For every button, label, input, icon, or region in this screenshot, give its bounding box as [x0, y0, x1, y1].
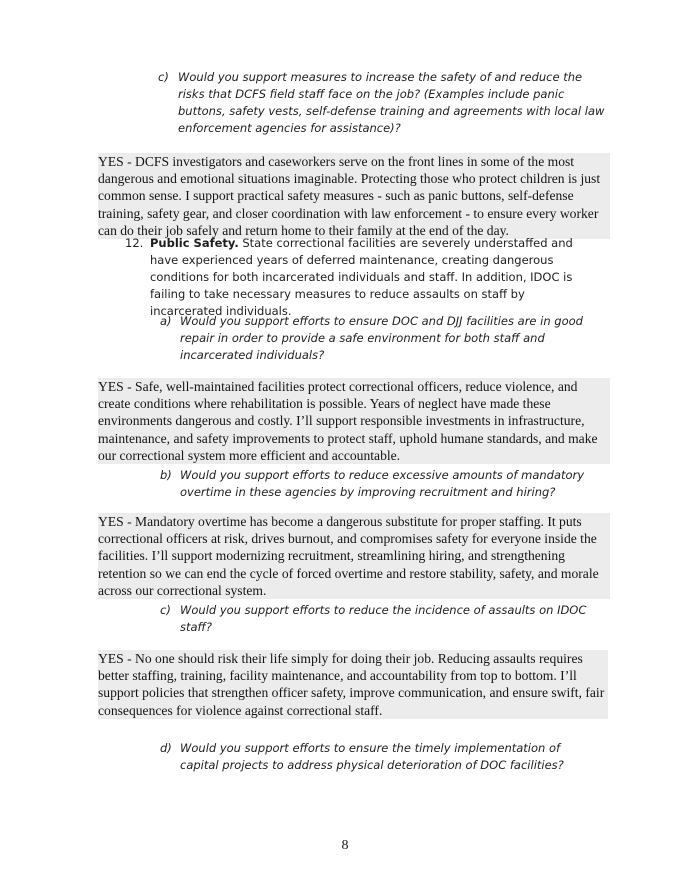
page-number: 8 — [341, 838, 349, 853]
question-text: Would you support efforts to reduce the incidence of assaults on IDOC staff? — [180, 603, 587, 634]
section-title: Public Safety. — [150, 236, 239, 250]
question-12a — [160, 313, 605, 364]
section-number: 12. — [125, 236, 144, 250]
question-12d — [160, 740, 575, 774]
question-label: c) — [160, 603, 171, 617]
section-12-public-safety — [125, 235, 590, 320]
question-label: d) — [160, 741, 172, 755]
question-label: a) — [160, 314, 172, 328]
question-text: Would you support efforts to reduce excessive amounts of mandatory overtime in these agencies by improving recruitment and hiring? — [180, 468, 585, 499]
question-text: Would you support efforts to ensure DOC and DJJ facilities are in good repair in order to provide a safe environment for both staff and incarcerated individuals? — [180, 314, 583, 362]
question-label: b) — [160, 468, 172, 482]
question-text: Would you support efforts to ensure the timely implementation of capital projects to address physical deterioration of DOC facilities? — [180, 741, 564, 772]
question-12c — [160, 602, 610, 636]
answer-12c: YES - No one should risk their life simply for doing their job. Reducing assaults requires better staffing, training, facility maintenance, and accountability from top to bottom. I’ll support policies that strengthen officer safety, improve communication, and ensure swift, fair consequences for violence against correctional staff. — [98, 650, 608, 719]
question-label: c) — [158, 70, 169, 84]
answer-12b: YES - Mandatory overtime has become a dangerous substitute for proper staffing. It puts correctional officers at risk, drives burnout, and compromises safety for everyone inside the facilities. I’ll support modernizing recruitment, streamlining hiring, and strengthening retention so we can end the cycle of forced overtime and restore stability, safety, and morale across our correctional system. — [98, 513, 610, 599]
question-text: Would you support measures to increase the safety of and reduce the risks that DCFS field staff face on the job? (Examples include panic buttons, safety vests, self-defense training and agreements with local law enforcement agencies for assistance)? — [178, 70, 605, 135]
answer-12a: YES - Safe, well-maintained facilities protect correctional officers, reduce violence, and create conditions where rehabilitation is possible. Years of neglect have made these environments dangerous and costly. I’ll support responsible investments in infrastructure, maintenance, and safety improvements to protect staff, uphold humane standards, and make our correctional system more efficient and accountable. — [98, 378, 610, 464]
question-11c — [158, 69, 608, 137]
question-12b — [160, 467, 595, 501]
section-text: State correctional facilities are severely understaffed and have experienced years of deferred maintenance, creating dangerous conditions for both incarcerated individuals and staff. In addition, IDOC is failing to take necessary measures to reduce assaults on staff by incarcerated individuals. — [150, 236, 573, 318]
answer-11c: YES - DCFS investigators and caseworkers serve on the front lines in some of the most dangerous and emotional situations imaginable. Protecting those who protect children is just common sense. I support practical safety measures - such as panic buttons, self-defense training, safety gear, and closer coordination with law enforcement - to ensure every worker can do their job safely and return home to their family at the end of the day. — [98, 153, 610, 239]
